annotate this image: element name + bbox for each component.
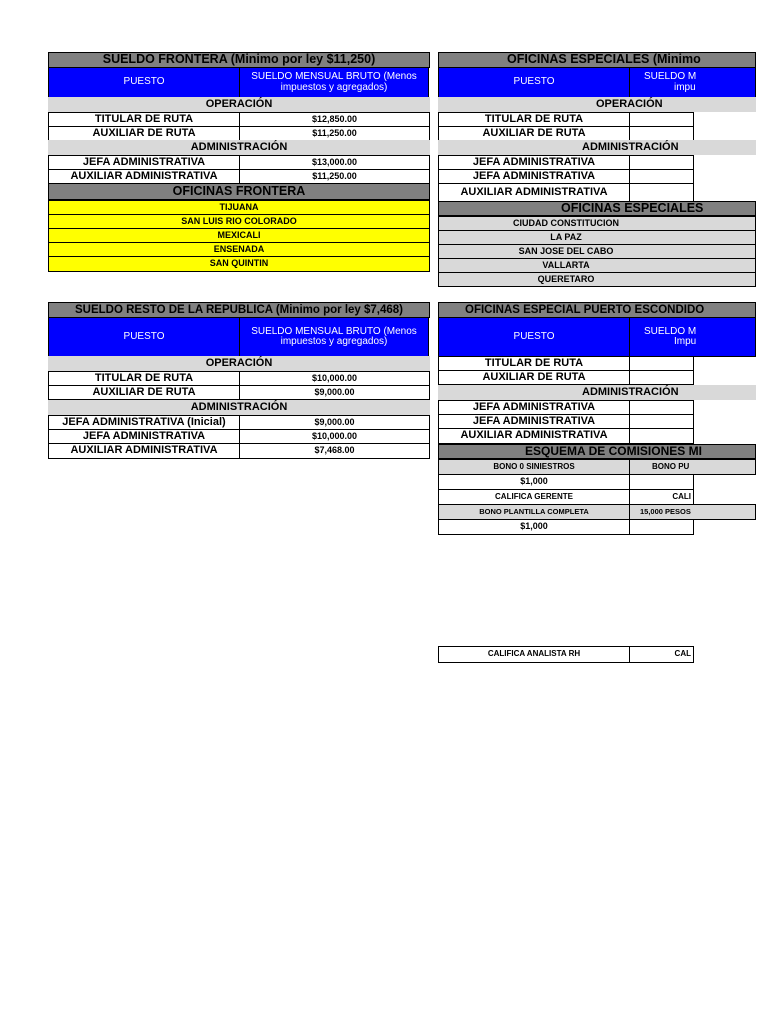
- califica-gerente: CALIFICA GERENTE: [438, 489, 630, 505]
- republica-administracion-header: ADMINISTRACIÓN: [48, 400, 430, 415]
- escondido-table: [438, 302, 756, 662]
- oficina-frontera-item: SAN QUINTIN: [48, 256, 430, 272]
- republica-puesto: TITULAR DE RUTA: [48, 371, 240, 386]
- frontera-sueldo: $12,850.00: [239, 112, 430, 127]
- oficina-especial-item: QUERETARO: [438, 272, 756, 287]
- bono-0-siniestros-value: $1,000: [438, 474, 630, 490]
- bono-pu-value-empty: [629, 474, 694, 490]
- especiales-sueldo-empty: [629, 112, 694, 127]
- republica-puesto: AUXILIAR ADMINISTRATIVA: [48, 443, 240, 459]
- especiales-col-puesto: PUESTO: [438, 67, 630, 98]
- republica-table: [48, 302, 430, 462]
- escondido-sueldo-empty: [629, 428, 694, 444]
- comisiones-title: ESQUEMA DE COMISIONES MI: [438, 444, 756, 459]
- especiales-sueldo-empty: [629, 155, 694, 170]
- frontera-sueldo: $13,000.00: [239, 155, 430, 170]
- republica-puesto: AUXILIAR DE RUTA: [48, 385, 240, 400]
- escondido-title: OFICINAS ESPECIAL PUERTO ESCONDIDO: [438, 302, 756, 318]
- republica-puesto: JEFA ADMINISTRATIVA: [48, 429, 240, 444]
- oficina-frontera-item: ENSENADA: [48, 242, 430, 257]
- escondido-puesto: JEFA ADMINISTRATIVA: [438, 414, 630, 429]
- especiales-puesto: AUXILIAR DE RUTA: [438, 126, 630, 141]
- escondido-puesto: JEFA ADMINISTRATIVA: [438, 400, 630, 415]
- frontera-puesto: JEFA ADMINISTRATIVA: [48, 155, 240, 170]
- frontera-sueldo: $11,250.00: [239, 126, 430, 141]
- especiales-sueldo-empty: [629, 169, 694, 184]
- bono-plantilla-completa: BONO PLANTILLA COMPLETA: [438, 504, 630, 520]
- republica-puesto: JEFA ADMINISTRATIVA (Inicial): [48, 415, 240, 430]
- escondido-administracion-header: ADMINISTRACIÓN: [438, 385, 756, 400]
- escondido-sueldo-empty: [629, 370, 694, 385]
- bono-plantilla-value: $1,000: [438, 519, 630, 535]
- frontera-puesto: AUXILIAR DE RUTA: [48, 126, 240, 141]
- oficina-especial-item: SAN JOSE DEL CABO: [438, 244, 756, 259]
- especiales-sueldo-empty: [629, 183, 694, 202]
- califica-analista-rh: CALIFICA ANALISTA RH: [438, 646, 630, 663]
- escondido-col-sueldo-2: Impu: [674, 336, 697, 347]
- frontera-operacion-header: OPERACIÓN: [48, 97, 430, 112]
- republica-sueldo: $10,000.00: [239, 371, 430, 386]
- republica-title: SUELDO RESTO DE LA REPUBLICA (Minimo por ley $7,468): [48, 302, 430, 318]
- republica-sueldo: $9,000.00: [239, 415, 430, 430]
- republica-sueldo: $7,468.00: [239, 443, 430, 459]
- cali: CALI: [629, 489, 694, 505]
- republica-col-puesto: PUESTO: [48, 317, 240, 357]
- especiales-title: OFICINAS ESPECIALES (Minimo: [438, 52, 756, 68]
- oficina-frontera-item: MEXICALI: [48, 228, 430, 243]
- escondido-sueldo-empty: [629, 400, 694, 415]
- especiales-operacion-header: OPERACIÓN: [438, 97, 756, 112]
- escondido-puesto: TITULAR DE RUTA: [438, 356, 630, 371]
- oficinas-especiales-title: OFICINAS ESPECIALES: [438, 201, 756, 216]
- frontera-col-sueldo: SUELDO MENSUAL BRUTO (Menos impuestos y agregados): [239, 67, 429, 98]
- cal: CAL: [629, 646, 694, 663]
- frontera-title: SUELDO FRONTERA (Minimo por ley $11,250): [48, 52, 430, 68]
- frontera-col-puesto: PUESTO: [48, 67, 240, 98]
- escondido-puesto: AUXILIAR DE RUTA: [438, 370, 630, 385]
- oficina-especial-item: VALLARTA: [438, 258, 756, 273]
- bono-plantilla-extra-empty: [629, 519, 694, 535]
- frontera-sueldo: $11,250.00: [239, 169, 430, 184]
- especiales-sueldo-empty: [629, 126, 694, 141]
- especiales-col-sueldo: SUELDO M: [644, 71, 697, 82]
- especiales-puesto: JEFA ADMINISTRATIVA: [438, 155, 630, 170]
- frontera-administracion-header: ADMINISTRACIÓN: [48, 140, 430, 155]
- republica-operacion-header: OPERACIÓN: [48, 356, 430, 371]
- republica-col-sueldo: SUELDO MENSUAL BRUTO (Menos impuestos y agregados): [239, 317, 429, 357]
- frontera-table: [48, 52, 430, 276]
- escondido-puesto: AUXILIAR ADMINISTRATIVA: [438, 428, 630, 444]
- especiales-col-sueldo-2: impu: [674, 81, 696, 93]
- bono-pu: BONO PU: [629, 459, 756, 475]
- especiales-puesto: JEFA ADMINISTRATIVA: [438, 169, 630, 184]
- oficinas-frontera-title: OFICINAS FRONTERA: [48, 183, 430, 200]
- oficina-especial-item: CIUDAD CONSTITUCION: [438, 216, 756, 231]
- frontera-puesto: AUXILIAR ADMINISTRATIVA: [48, 169, 240, 184]
- quince-mil-pesos: 15,000 PESOS: [629, 504, 756, 520]
- frontera-puesto: TITULAR DE RUTA: [48, 112, 240, 127]
- oficina-frontera-item: SAN LUIS RIO COLORADO: [48, 214, 430, 229]
- republica-sueldo: $9,000.00: [239, 385, 430, 400]
- especiales-table: [438, 52, 756, 290]
- especiales-puesto: AUXILIAR ADMINISTRATIVA: [438, 183, 630, 202]
- escondido-col-puesto: PUESTO: [438, 317, 630, 357]
- escondido-sueldo-empty: [629, 356, 694, 371]
- oficina-especial-item: LA PAZ: [438, 230, 756, 245]
- bono-0-siniestros: BONO 0 SINIESTROS: [438, 459, 630, 475]
- escondido-sueldo-empty: [629, 414, 694, 429]
- oficina-frontera-item: TIJUANA: [48, 200, 430, 215]
- especiales-administracion-header: ADMINISTRACIÓN: [438, 140, 756, 155]
- republica-sueldo: $10,000.00: [239, 429, 430, 444]
- especiales-puesto: TITULAR DE RUTA: [438, 112, 630, 127]
- escondido-col-sueldo: SUELDO M: [644, 325, 697, 337]
